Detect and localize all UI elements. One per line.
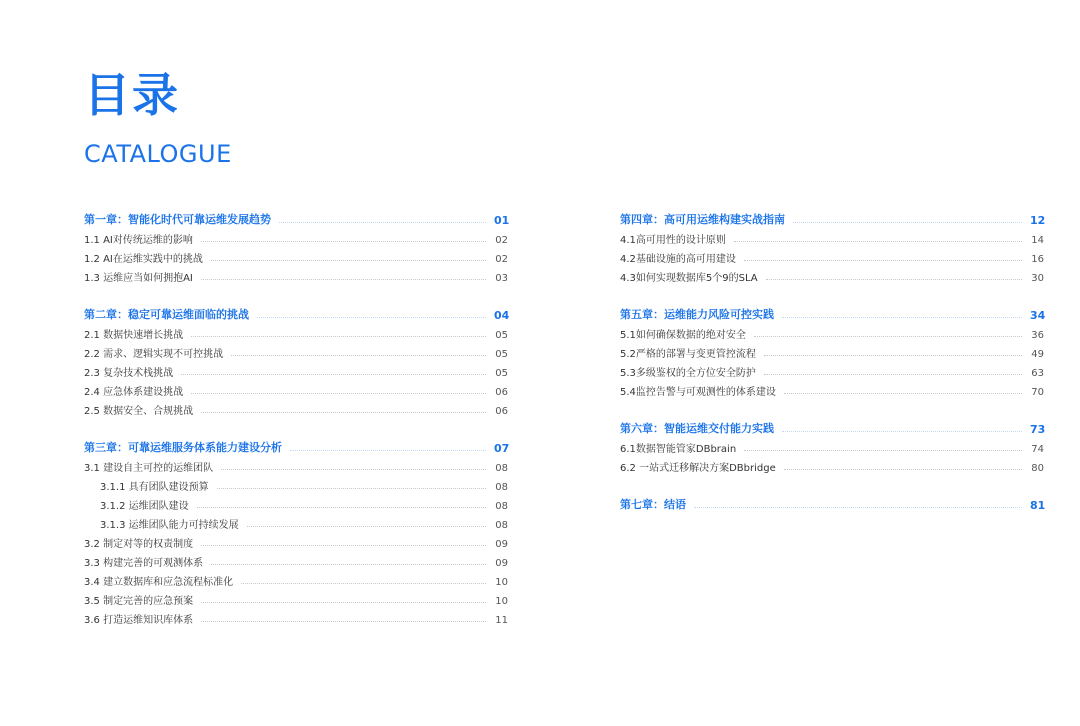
toc-entry-label: 4.3如何实现数据库5个9的SLA	[620, 273, 758, 284]
toc-entry-label: 3.3 构建完善的可观测体系	[84, 558, 204, 569]
toc-entry-label: 3.4 建立数据库和应急流程标准化	[84, 577, 234, 588]
toc-page-number: 73	[1030, 423, 1046, 436]
toc-spacer	[620, 398, 1044, 417]
dotted-leader	[201, 602, 486, 603]
toc-entry-label: 3.1 建设自主可控的运维团队	[84, 463, 214, 474]
toc-page-number: 04	[494, 309, 510, 322]
toc-entry-label: 第五章：运维能力风险可控实践	[620, 308, 774, 321]
page-title: 目录	[84, 68, 180, 122]
toc-section-entry[interactable]	[84, 569, 508, 588]
dotted-leader	[217, 488, 486, 489]
toc-page-number: 11	[495, 615, 508, 626]
toc-entry-label: 第一章：智能化时代可靠运维发展趋势	[84, 213, 271, 226]
toc-page-number: 10	[495, 577, 508, 588]
toc-entry-label: 第三章：可靠运维服务体系能力建设分析	[84, 441, 282, 454]
toc-section-entry[interactable]	[84, 360, 508, 379]
dotted-leader	[211, 260, 486, 261]
dotted-leader	[191, 393, 486, 394]
dotted-leader	[279, 222, 486, 223]
toc-right-column	[620, 208, 1044, 512]
dotted-leader	[754, 336, 1022, 337]
dotted-leader	[782, 317, 1022, 318]
toc-subsection-entry[interactable]	[84, 474, 508, 493]
dotted-leader	[290, 450, 486, 451]
dotted-leader	[734, 241, 1022, 242]
toc-subsection-entry[interactable]	[84, 493, 508, 512]
dotted-leader	[784, 469, 1022, 470]
toc-page-number: 08	[495, 463, 508, 474]
toc-page-number: 14	[1031, 235, 1044, 246]
toc-section-entry[interactable]	[620, 322, 1044, 341]
toc-chapter-heading[interactable]	[84, 303, 508, 322]
dotted-leader	[744, 260, 1022, 261]
toc-page-number: 02	[495, 235, 508, 246]
dotted-leader	[197, 507, 486, 508]
toc-entry-label: 第六章：智能运维交付能力实践	[620, 422, 774, 435]
toc-page-number: 05	[495, 349, 508, 360]
dotted-leader	[764, 374, 1022, 375]
toc-page-number: 06	[495, 387, 508, 398]
toc-entry-label: 3.6 打造运维知识库体系	[84, 615, 194, 626]
toc-section-entry[interactable]	[620, 265, 1044, 284]
toc-entry-label: 3.2 制定对等的权责制度	[84, 539, 194, 550]
toc-page-number: 34	[1030, 309, 1046, 322]
toc-entry-label: 2.4 应急体系建设挑战	[84, 387, 184, 398]
dotted-leader	[766, 279, 1022, 280]
toc-section-entry[interactable]	[84, 341, 508, 360]
toc-section-entry[interactable]	[620, 341, 1044, 360]
toc-page-number: 80	[1031, 463, 1044, 474]
toc-page-number: 05	[495, 368, 508, 379]
toc-entry-label: 6.2 一站式迁移解决方案DBbridge	[620, 463, 776, 474]
toc-page-number: 81	[1030, 499, 1046, 512]
dotted-leader	[201, 279, 486, 280]
toc-section-entry[interactable]	[620, 436, 1044, 455]
dotted-leader	[211, 564, 486, 565]
toc-page-number: 08	[495, 501, 508, 512]
toc-page-number: 09	[495, 539, 508, 550]
toc-page-number: 12	[1030, 214, 1046, 227]
dotted-leader	[744, 450, 1022, 451]
toc-entry-label: 5.1如何确保数据的绝对安全	[620, 330, 746, 341]
toc-page-number: 06	[495, 406, 508, 417]
dotted-leader	[201, 412, 486, 413]
toc-section-entry[interactable]	[84, 379, 508, 398]
toc-entry-label: 2.5 数据安全、合规挑战	[84, 406, 194, 417]
toc-page-number: 03	[495, 273, 508, 284]
dotted-leader	[784, 393, 1022, 394]
toc-section-entry[interactable]	[620, 227, 1044, 246]
toc-entry-label: 6.1数据智能管家DBbrain	[620, 444, 737, 455]
toc-page-number: 08	[495, 482, 508, 493]
toc-section-entry[interactable]	[84, 531, 508, 550]
toc-spacer	[620, 284, 1044, 303]
toc-subsection-entry[interactable]	[84, 512, 508, 531]
toc-page-number: 05	[495, 330, 508, 341]
toc-entry-label: 5.2严格的部署与变更管控流程	[620, 349, 756, 360]
dotted-leader	[782, 431, 1022, 432]
toc-chapter-heading[interactable]	[84, 208, 508, 227]
dotted-leader	[201, 241, 486, 242]
toc-entry-label: 3.1.2 运维团队建设	[100, 501, 189, 512]
toc-section-entry[interactable]	[84, 455, 508, 474]
toc-entry-label: 3.1.3 运维团队能力可持续发展	[100, 520, 239, 531]
dotted-leader	[201, 621, 486, 622]
toc-section-entry[interactable]	[84, 607, 508, 626]
toc-chapter-heading[interactable]	[620, 208, 1044, 227]
dotted-leader	[201, 545, 486, 546]
dotted-leader	[231, 355, 486, 356]
dotted-leader	[793, 222, 1022, 223]
toc-entry-label: 2.3 复杂技术栈挑战	[84, 368, 174, 379]
dotted-leader	[241, 583, 486, 584]
toc-section-entry[interactable]	[620, 360, 1044, 379]
toc-section-entry[interactable]	[84, 322, 508, 341]
toc-page-number: 07	[494, 442, 510, 455]
toc-entry-label: 第二章：稳定可靠运维面临的挑战	[84, 308, 249, 321]
dotted-leader	[247, 526, 486, 527]
toc-entry-label: 1.1 AI对传统运维的影响	[84, 235, 193, 246]
toc-page-number: 01	[494, 214, 510, 227]
toc-section-entry[interactable]	[620, 246, 1044, 265]
toc-entry-label: 5.3多级鉴权的全方位安全防护	[620, 368, 756, 379]
toc-chapter-heading[interactable]	[84, 436, 508, 455]
toc-spacer	[84, 417, 508, 436]
toc-left-column	[84, 208, 508, 626]
toc-page-number: 02	[495, 254, 508, 265]
toc-page-number: 74	[1031, 444, 1044, 455]
toc-section-entry[interactable]	[84, 246, 508, 265]
toc-entry-label: 1.2 AI在运维实践中的挑战	[84, 254, 203, 265]
toc-spacer	[84, 284, 508, 303]
toc-entry-label: 1.3 运维应当如何拥抱AI	[84, 273, 193, 284]
dotted-leader	[221, 469, 486, 470]
toc-entry-label: 第七章：结语	[620, 498, 686, 511]
toc-entry-label: 2.1 数据快速增长挑战	[84, 330, 184, 341]
dotted-leader	[694, 507, 1022, 508]
toc-entry-label: 5.4监控告警与可观测性的体系建设	[620, 387, 776, 398]
toc-page-number: 08	[495, 520, 508, 531]
toc-entry-label: 4.2基础设施的高可用建设	[620, 254, 736, 265]
toc-chapter-heading[interactable]	[620, 417, 1044, 436]
dotted-leader	[191, 336, 486, 337]
toc-section-entry[interactable]	[620, 455, 1044, 474]
dotted-leader	[764, 355, 1022, 356]
toc-chapter-heading[interactable]	[620, 303, 1044, 322]
toc-page-number: 49	[1031, 349, 1044, 360]
toc-entry-label: 2.2 需求、逻辑实现不可控挑战	[84, 349, 224, 360]
toc-entry-label: 第四章：高可用运维构建实战指南	[620, 213, 785, 226]
toc-page-number: 10	[495, 596, 508, 607]
toc-section-entry[interactable]	[84, 588, 508, 607]
page-subtitle: CATALOGUE	[84, 140, 232, 168]
toc-page-number: 16	[1031, 254, 1044, 265]
dotted-leader	[257, 317, 486, 318]
toc-spacer	[620, 474, 1044, 493]
toc-entry-label: 3.1.1 具有团队建设预算	[100, 482, 209, 493]
toc-page-number: 09	[495, 558, 508, 569]
toc-page-number: 63	[1031, 368, 1044, 379]
toc-page-number: 36	[1031, 330, 1044, 341]
toc-section-entry[interactable]	[84, 550, 508, 569]
toc-section-entry[interactable]	[84, 398, 508, 417]
toc-page-number: 70	[1031, 387, 1044, 398]
toc-entry-label: 3.5 制定完善的应急预案	[84, 596, 194, 607]
toc-chapter-heading[interactable]	[620, 493, 1044, 512]
toc-entry-label: 4.1高可用性的设计原则	[620, 235, 726, 246]
toc-page-number: 30	[1031, 273, 1044, 284]
toc-section-entry[interactable]	[84, 265, 508, 284]
dotted-leader	[181, 374, 486, 375]
toc-section-entry[interactable]	[84, 227, 508, 246]
toc-section-entry[interactable]	[620, 379, 1044, 398]
